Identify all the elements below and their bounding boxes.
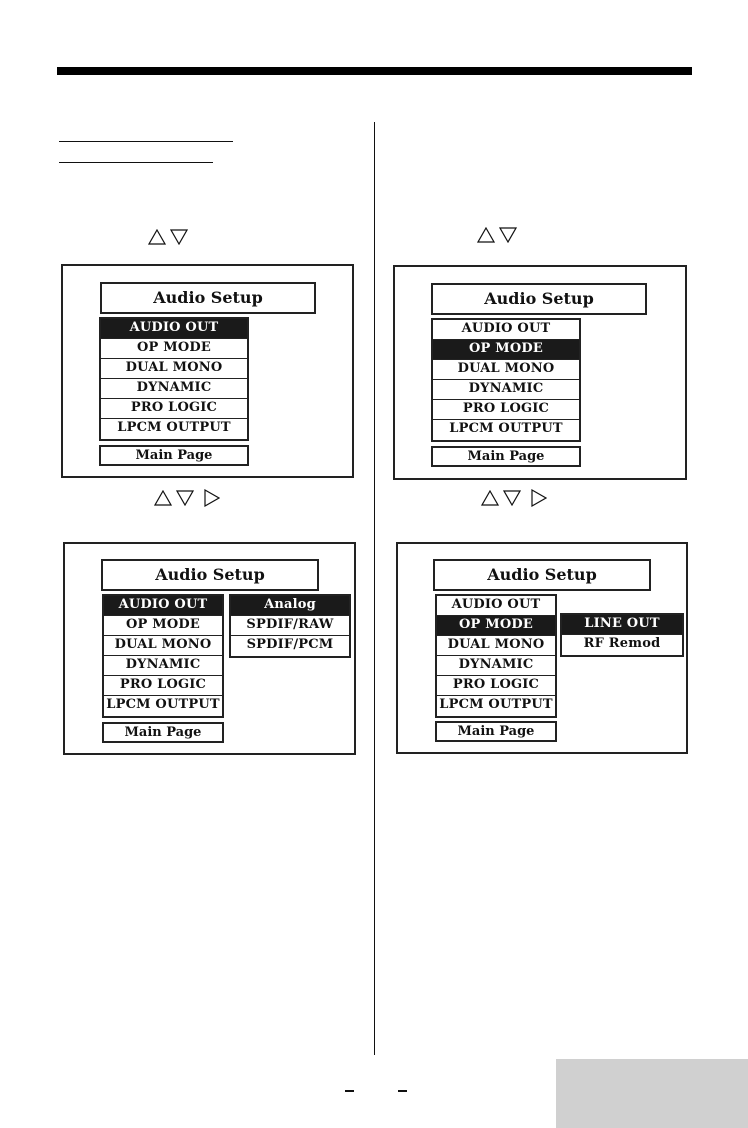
down-triangle-icon: [499, 227, 517, 243]
menu-item-2[interactable]: DUAL MONO: [437, 636, 555, 656]
menu-item-5[interactable]: LPCM OUTPUT: [449, 421, 563, 436]
osd-title: Audio Setup: [101, 559, 319, 591]
footer-dash-1: [345, 1090, 354, 1092]
page-tab: [556, 1059, 748, 1128]
up-triangle-icon: [148, 229, 166, 245]
menu-item-4[interactable]: PRO LOGIC: [104, 676, 222, 696]
down-triangle-icon: [503, 490, 521, 506]
arrow-group-4: [481, 489, 547, 507]
submenu-item-0[interactable]: Analog: [231, 596, 349, 616]
osd-submenu: [229, 594, 351, 658]
osd-title: Audio Setup: [100, 282, 316, 314]
menu-item-0[interactable]: AUDIO OUT: [101, 319, 247, 339]
up-triangle-icon: [154, 490, 172, 506]
arrow-group-1: [148, 229, 188, 245]
down-triangle-icon: [176, 490, 194, 506]
menu-item-5[interactable]: LPCM OUTPUT: [439, 697, 553, 712]
up-triangle-icon: [481, 490, 499, 506]
right-triangle-icon: [531, 489, 547, 507]
osd-title: Audio Setup: [433, 559, 651, 591]
footer-dash-2: [398, 1090, 407, 1092]
menu-item-0[interactable]: AUDIO OUT: [433, 320, 579, 340]
menu-item-0[interactable]: AUDIO OUT: [104, 596, 222, 616]
menu-item-3[interactable]: DYNAMIC: [433, 380, 579, 400]
main-page-button[interactable]: Main Page: [102, 722, 224, 743]
osd-menu: [431, 318, 581, 442]
menu-item-2[interactable]: DUAL MONO: [104, 636, 222, 656]
submenu-item-2[interactable]: SPDIF/PCM: [246, 637, 334, 652]
menu-item-3[interactable]: DYNAMIC: [437, 656, 555, 676]
menu-item-4[interactable]: PRO LOGIC: [433, 400, 579, 420]
header-rule: [57, 67, 692, 75]
column-divider: [374, 122, 375, 1055]
submenu-item-1[interactable]: RF Remod: [583, 636, 661, 651]
heading-underline-2: [59, 162, 213, 163]
osd-screen-1: [61, 264, 354, 478]
menu-item-5[interactable]: LPCM OUTPUT: [117, 420, 231, 435]
menu-item-1[interactable]: OP MODE: [437, 616, 555, 636]
menu-item-2[interactable]: DUAL MONO: [101, 359, 247, 379]
submenu-item-0[interactable]: LINE OUT: [562, 615, 682, 635]
up-triangle-icon: [477, 227, 495, 243]
osd-screen-2: [393, 265, 687, 480]
main-page-button[interactable]: Main Page: [99, 445, 249, 466]
menu-item-1[interactable]: OP MODE: [104, 616, 222, 636]
menu-item-4[interactable]: PRO LOGIC: [101, 399, 247, 419]
menu-item-0[interactable]: AUDIO OUT: [437, 596, 555, 616]
osd-submenu: [560, 613, 684, 657]
menu-item-3[interactable]: DYNAMIC: [104, 656, 222, 676]
osd-menu: [102, 594, 224, 718]
arrow-group-3: [154, 489, 220, 507]
arrow-group-2: [477, 227, 517, 243]
menu-item-1[interactable]: OP MODE: [101, 339, 247, 359]
osd-screen-4: [396, 542, 688, 754]
menu-item-5[interactable]: LPCM OUTPUT: [106, 697, 220, 712]
menu-item-1[interactable]: OP MODE: [433, 340, 579, 360]
osd-title: Audio Setup: [431, 283, 647, 315]
osd-screen-3: [63, 542, 356, 755]
menu-item-3[interactable]: DYNAMIC: [101, 379, 247, 399]
right-triangle-icon: [204, 489, 220, 507]
menu-item-2[interactable]: DUAL MONO: [433, 360, 579, 380]
menu-item-4[interactable]: PRO LOGIC: [437, 676, 555, 696]
down-triangle-icon: [170, 229, 188, 245]
osd-menu: [99, 317, 249, 441]
submenu-item-1[interactable]: SPDIF/RAW: [231, 616, 349, 636]
heading-underline-1: [59, 141, 233, 142]
main-page-button[interactable]: Main Page: [435, 721, 557, 742]
main-page-button[interactable]: Main Page: [431, 446, 581, 467]
osd-menu: [435, 594, 557, 718]
